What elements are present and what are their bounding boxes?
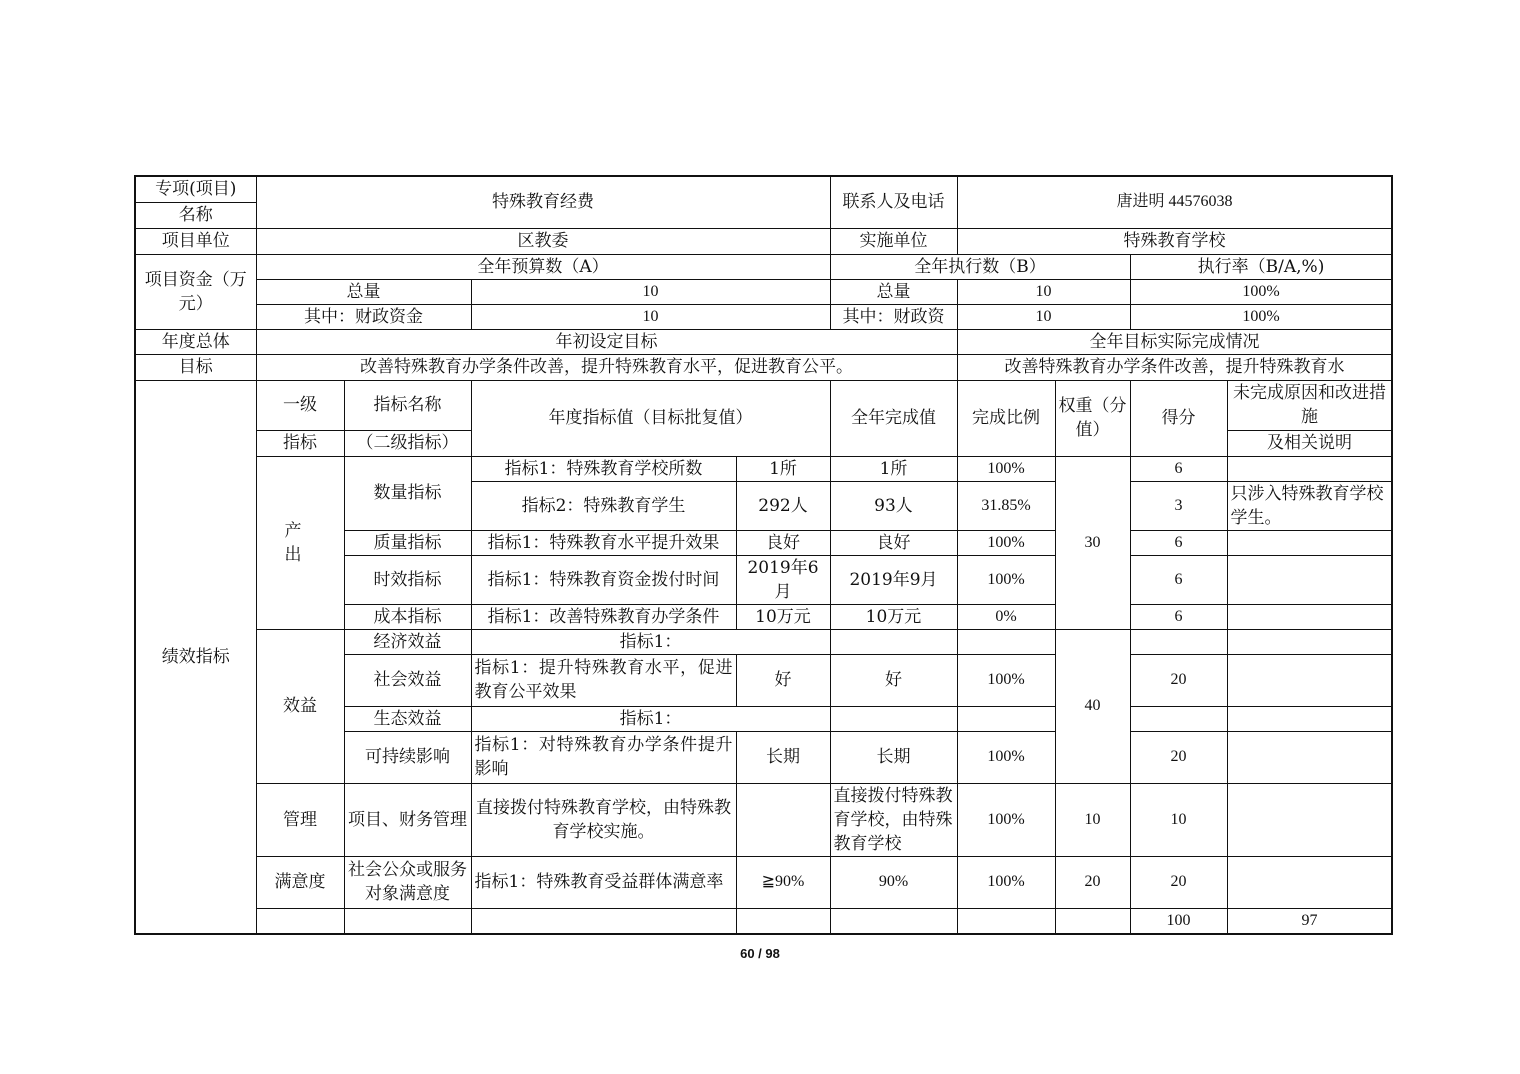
col-name-b: （二级指标） bbox=[344, 430, 471, 456]
unit-label: 项目单位 bbox=[135, 228, 256, 254]
indicator-complete bbox=[830, 706, 957, 731]
unit-value: 区教委 bbox=[256, 228, 830, 254]
benefit-weight: 40 bbox=[1055, 629, 1130, 783]
indicator-complete: 1所 bbox=[830, 456, 957, 481]
indicator-desc: 指标1：特殊教育水平提升效果 bbox=[471, 530, 736, 555]
indicator-score: 6 bbox=[1130, 530, 1227, 555]
indicator-category: 时效指标 bbox=[344, 555, 471, 604]
indicator-ratio: 100% bbox=[957, 530, 1055, 555]
actual-goal-header: 全年目标实际完成情况 bbox=[957, 329, 1392, 354]
indicator-desc: 指标1：对特殊教育办学条件提升影响 bbox=[471, 731, 736, 783]
project-label-2: 名称 bbox=[135, 202, 256, 228]
mgmt-complete: 直接拨付特殊教育学校，由特殊教育学校 bbox=[830, 783, 957, 856]
mgmt-desc: 直接拨付特殊教育学校，由特殊教育学校实施。 bbox=[471, 783, 736, 856]
col-level1-a: 一级 bbox=[256, 380, 344, 430]
indicator-score bbox=[1130, 706, 1227, 731]
indicator-reason bbox=[1227, 706, 1392, 731]
indicator-reason bbox=[1227, 654, 1392, 706]
table-row bbox=[135, 629, 1392, 654]
indicator-complete: 10万元 bbox=[830, 604, 957, 629]
total-empty bbox=[1055, 908, 1130, 934]
indicator-complete bbox=[830, 629, 957, 654]
indicator-desc: 指标1： bbox=[471, 629, 830, 654]
impl-value: 特殊教育学校 bbox=[957, 228, 1392, 254]
indicator-category: 质量指标 bbox=[344, 530, 471, 555]
indicator-reason bbox=[1227, 629, 1392, 654]
indicator-score: 3 bbox=[1130, 481, 1227, 530]
col-ratio: 完成比例 bbox=[957, 380, 1055, 456]
mgmt-target bbox=[736, 783, 830, 856]
total-empty bbox=[471, 908, 736, 934]
indicator-desc: 指标2：特殊教育学生 bbox=[471, 481, 736, 530]
col-weight: 权重（分值） bbox=[1055, 380, 1130, 456]
total-exec: 10 bbox=[957, 279, 1130, 304]
indicator-reason: 只涉入特殊教育学校学生。 bbox=[1227, 481, 1392, 530]
indicator-complete: 长期 bbox=[830, 731, 957, 783]
col-target: 年度指标值（目标批复值） bbox=[471, 380, 830, 456]
table-row bbox=[135, 783, 1392, 856]
satisfaction-complete: 90% bbox=[830, 856, 957, 908]
fiscal-rate: 100% bbox=[1130, 304, 1392, 329]
indicator-category: 生态效益 bbox=[344, 706, 471, 731]
rate-header: 执行率（B/A,%) bbox=[1130, 254, 1392, 279]
initial-goal-header: 年初设定目标 bbox=[256, 329, 957, 354]
contact-value: 唐进明 44576038 bbox=[957, 176, 1392, 228]
exec-header: 全年执行数（B） bbox=[830, 254, 1130, 279]
indicator-reason bbox=[1227, 530, 1392, 555]
satisfaction-target: ≧90% bbox=[736, 856, 830, 908]
indicator-target: 2019年6月 bbox=[736, 555, 830, 604]
indicator-target: 好 bbox=[736, 654, 830, 706]
satisfaction-category: 社会公众或服务对象满意度 bbox=[344, 856, 471, 908]
indicator-desc: 指标1：特殊教育资金拨付时间 bbox=[471, 555, 736, 604]
initial-goal-text: 改善特殊教育办学条件改善，提升特殊教育水平，促进教育公平。 bbox=[256, 354, 957, 380]
col-reason-a: 未完成原因和改进措施 bbox=[1227, 380, 1392, 430]
mgmt-score: 10 bbox=[1130, 783, 1227, 856]
indicator-reason bbox=[1227, 456, 1392, 481]
indicator-score: 6 bbox=[1130, 604, 1227, 629]
goals-label-1: 年度总体 bbox=[135, 329, 256, 354]
mgmt-ratio: 100% bbox=[957, 783, 1055, 856]
indicator-score: 6 bbox=[1130, 456, 1227, 481]
total-empty bbox=[736, 908, 830, 934]
satisfaction-level1: 满意度 bbox=[256, 856, 344, 908]
indicator-desc: 指标1：提升特殊教育水平，促进教育公平效果 bbox=[471, 654, 736, 706]
benefit-label: 效益 bbox=[256, 629, 344, 783]
indicator-target: 10万元 bbox=[736, 604, 830, 629]
indicator-reason bbox=[1227, 731, 1392, 783]
total-rate: 100% bbox=[1130, 279, 1392, 304]
indicator-target: 292人 bbox=[736, 481, 830, 530]
mgmt-reason bbox=[1227, 783, 1392, 856]
indicator-reason bbox=[1227, 555, 1392, 604]
indicator-desc: 指标1： bbox=[471, 706, 830, 731]
fiscal-exec: 10 bbox=[957, 304, 1130, 329]
output-label: 产 出 bbox=[256, 456, 344, 629]
col-level1-b: 指标 bbox=[256, 430, 344, 456]
indicator-category: 经济效益 bbox=[344, 629, 471, 654]
indicator-ratio: 100% bbox=[957, 731, 1055, 783]
indicator-score: 20 bbox=[1130, 654, 1227, 706]
indicator-reason bbox=[1227, 604, 1392, 629]
indicator-desc: 指标1：特殊教育学校所数 bbox=[471, 456, 736, 481]
satisfaction-desc: 指标1：特殊教育受益群体满意率 bbox=[471, 856, 736, 908]
col-reason-b: 及相关说明 bbox=[1227, 430, 1392, 456]
indicator-category: 可持续影响 bbox=[344, 731, 471, 783]
indicator-complete: 良好 bbox=[830, 530, 957, 555]
budget-header: 全年预算数（A） bbox=[256, 254, 830, 279]
performance-table bbox=[134, 175, 1393, 935]
indicator-category: 数量指标 bbox=[344, 456, 471, 530]
goals-label-2: 目标 bbox=[135, 354, 256, 380]
indicator-category: 成本指标 bbox=[344, 604, 471, 629]
satisfaction-weight: 20 bbox=[1055, 856, 1130, 908]
fiscal-label: 其中：财政资金 bbox=[256, 304, 471, 329]
total-empty bbox=[830, 908, 957, 934]
satisfaction-ratio: 100% bbox=[957, 856, 1055, 908]
total-label: 总量 bbox=[256, 279, 471, 304]
fiscal-label-b: 其中：财政资 bbox=[830, 304, 957, 329]
indicator-desc: 指标1：改善特殊教育办学条件 bbox=[471, 604, 736, 629]
funds-label: 项目资金（万元） bbox=[135, 254, 256, 329]
indicator-target: 长期 bbox=[736, 731, 830, 783]
indicator-complete: 93人 bbox=[830, 481, 957, 530]
table-row bbox=[135, 856, 1392, 908]
col-name-a: 指标名称 bbox=[344, 380, 471, 430]
indicator-score: 6 bbox=[1130, 555, 1227, 604]
indicator-ratio bbox=[957, 706, 1055, 731]
col-score: 得分 bbox=[1130, 380, 1227, 456]
indicator-ratio: 100% bbox=[957, 456, 1055, 481]
project-label-1: 专项(项目) bbox=[135, 176, 256, 202]
indicator-ratio: 31.85% bbox=[957, 481, 1055, 530]
indicator-ratio: 0% bbox=[957, 604, 1055, 629]
mgmt-weight: 10 bbox=[1055, 783, 1130, 856]
page-number: 60 / 98 bbox=[740, 946, 780, 961]
project-name: 特殊教育经费 bbox=[256, 176, 830, 228]
total-weight: 100 bbox=[1130, 908, 1227, 934]
indicators-section-label: 绩效指标 bbox=[135, 380, 256, 934]
total-score: 97 bbox=[1227, 908, 1392, 934]
indicator-complete: 2019年9月 bbox=[830, 555, 957, 604]
satisfaction-score: 20 bbox=[1130, 856, 1227, 908]
actual-goal-text: 改善特殊教育办学条件改善，提升特殊教育水 bbox=[957, 354, 1392, 380]
impl-label: 实施单位 bbox=[830, 228, 957, 254]
indicator-target: 1所 bbox=[736, 456, 830, 481]
total-row bbox=[135, 908, 1392, 934]
indicator-ratio: 100% bbox=[957, 555, 1055, 604]
indicator-category: 社会效益 bbox=[344, 654, 471, 706]
indicator-score bbox=[1130, 629, 1227, 654]
table-row bbox=[135, 456, 1392, 481]
indicator-target: 良好 bbox=[736, 530, 830, 555]
output-weight: 30 bbox=[1055, 456, 1130, 629]
indicator-ratio: 100% bbox=[957, 654, 1055, 706]
mgmt-category: 项目、财务管理 bbox=[344, 783, 471, 856]
mgmt-level1: 管理 bbox=[256, 783, 344, 856]
total-empty bbox=[344, 908, 471, 934]
fiscal-budget: 10 bbox=[471, 304, 830, 329]
total-budget: 10 bbox=[471, 279, 830, 304]
indicator-complete: 好 bbox=[830, 654, 957, 706]
contact-label: 联系人及电话 bbox=[830, 176, 957, 228]
col-complete: 全年完成值 bbox=[830, 380, 957, 456]
total-empty bbox=[256, 908, 344, 934]
total-label-b: 总量 bbox=[830, 279, 957, 304]
indicator-score: 20 bbox=[1130, 731, 1227, 783]
total-empty bbox=[957, 908, 1055, 934]
satisfaction-reason bbox=[1227, 856, 1392, 908]
indicator-ratio bbox=[957, 629, 1055, 654]
